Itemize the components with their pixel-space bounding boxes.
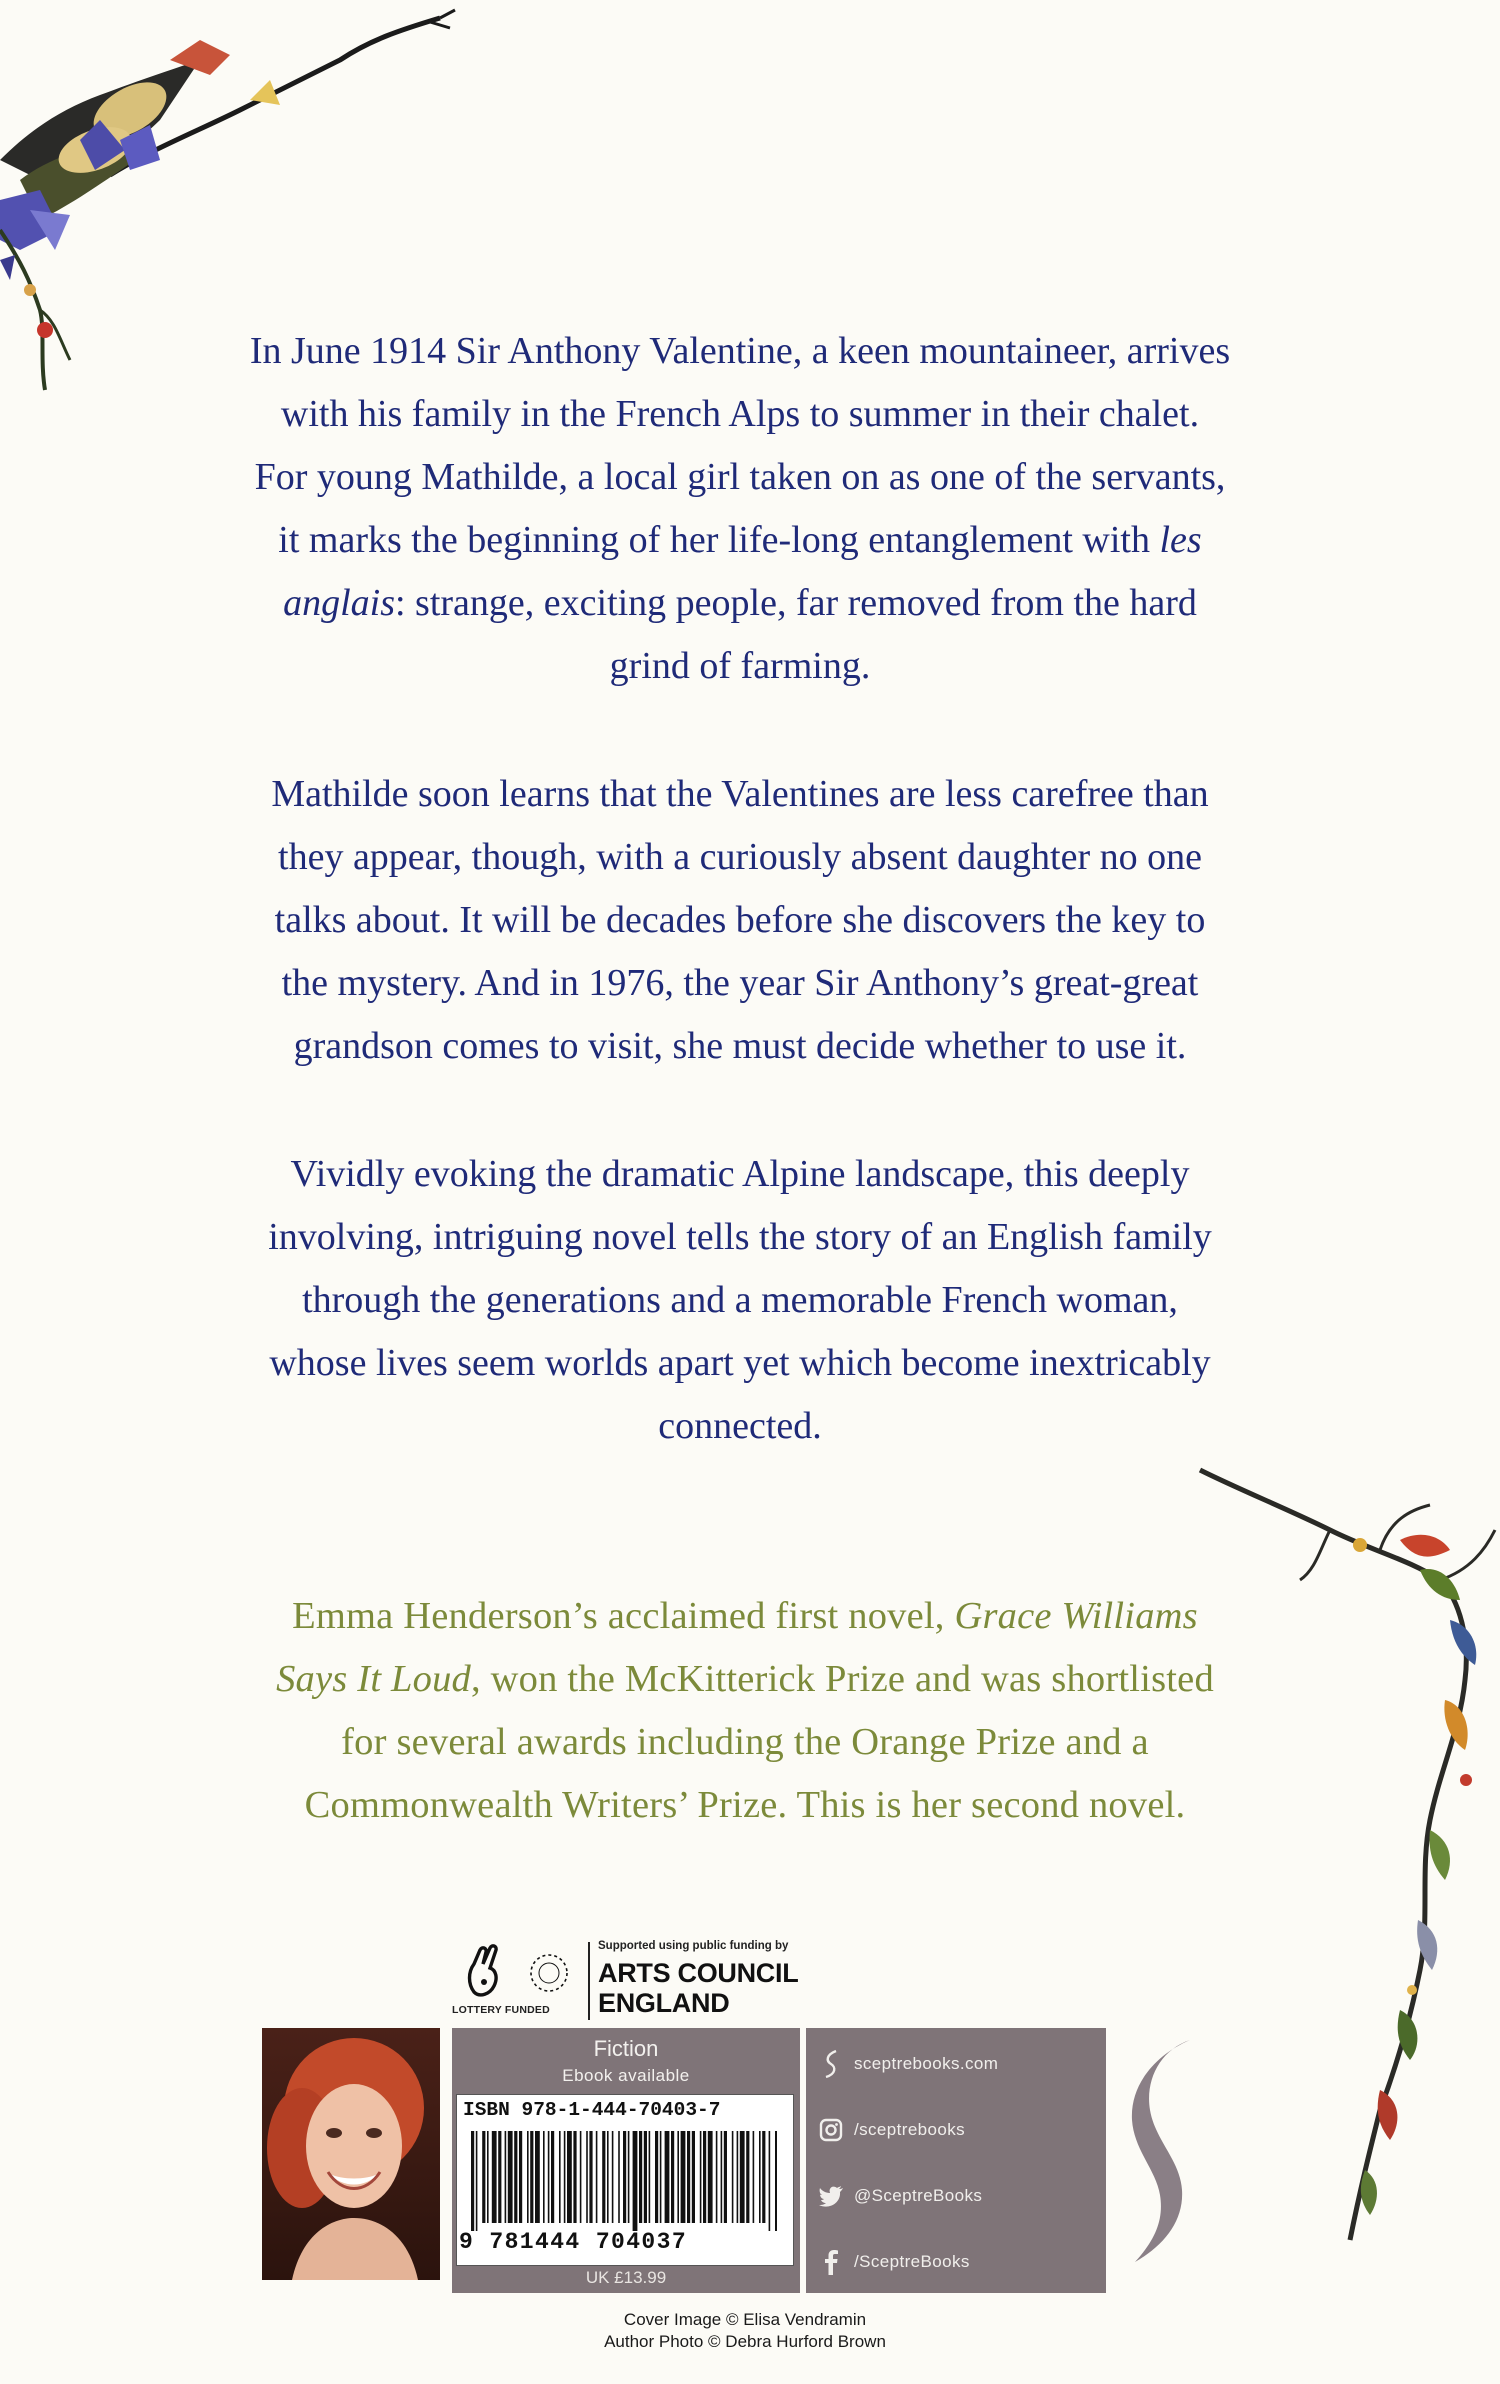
bio-line: Commonwealth Writers’ Prize. This is her second novel.: [304, 1784, 1186, 1826]
barcode-bar: [508, 2131, 513, 2223]
barcode-bar: [607, 2131, 609, 2223]
barcode-bar: [623, 2131, 626, 2223]
social-links-panel: [806, 2028, 1106, 2293]
barcode-bar: [724, 2131, 727, 2223]
twitter-bird-icon: [816, 2181, 846, 2211]
isbn-text: ISBN 978-1-444-70403-7: [463, 2099, 721, 2121]
bio-italic: Says It Loud: [276, 1658, 472, 1700]
barcode-bar: [746, 2131, 749, 2223]
blurb-line: grind of farming.: [609, 645, 871, 687]
barcode-bar: [716, 2131, 718, 2223]
barcode-bar: [639, 2131, 642, 2223]
barcode-bar: [492, 2131, 497, 2223]
blurb-italic: les: [1159, 519, 1202, 561]
blurb-line: whose lives seem worlds apart yet which become inextricably: [269, 1342, 1211, 1384]
blurb-line: involving, intriguing novel tells the story of an English family: [268, 1216, 1212, 1258]
twitter-link-text: @SceptreBooks: [854, 2186, 983, 2205]
barcode-bar: [703, 2131, 706, 2223]
support-text: Supported using public funding by: [598, 1940, 789, 1952]
barcode-bar: [586, 2131, 588, 2223]
author-photo: [262, 2028, 440, 2280]
barcode-bar: [677, 2131, 679, 2223]
barcode-bar: [596, 2131, 598, 2223]
barcode-bar: [759, 2131, 761, 2223]
blurb-line: grandson comes to visit, she must decide whether to use it.: [293, 1025, 1187, 1067]
barcode-bar: [471, 2131, 474, 2231]
ebook-label: Ebook available: [562, 2066, 690, 2085]
blurb-paragraph-1: [170, 320, 1310, 698]
instagram-link[interactable]: [816, 2110, 965, 2150]
blurb-italic: anglais: [283, 582, 395, 624]
barcode-bar: [564, 2131, 566, 2223]
bio-italic: Grace Williams: [954, 1595, 1198, 1637]
barcode-bar: [482, 2131, 485, 2223]
barcode-bar: [543, 2131, 545, 2223]
blurb-line: For young Mathilde, a local girl taken on as one of the servants,: [254, 456, 1226, 498]
author-photo-credit: Author Photo © Debra Hurford Brown: [604, 2332, 886, 2351]
blurb-paragraph-3: [170, 1143, 1310, 1458]
barcode-bar: [769, 2131, 771, 2231]
facebook-icon: [816, 2247, 846, 2277]
blurb-line: Mathilde soon learns that the Valentines are less carefree than: [271, 773, 1209, 815]
barcode-bar: [535, 2131, 540, 2223]
instagram-link-text: /sceptrebooks: [854, 2120, 966, 2139]
author-bio: [190, 1585, 1300, 1837]
barcode-bar: [530, 2131, 533, 2223]
blurb-paragraph-2: [170, 763, 1310, 1078]
barcode-bar: [612, 2131, 614, 2223]
barcode-bar: [692, 2131, 695, 2223]
barcode-bar: [573, 2131, 576, 2223]
barcode-bar: [589, 2131, 592, 2223]
blurb-line: Vividly evoking the dramatic Alpine landscape, this deeply: [290, 1153, 1190, 1195]
barcode-bar: [649, 2131, 651, 2223]
cover-image-credit: Cover Image © Elisa Vendramin: [623, 2310, 867, 2329]
bio-line: , won the McKitterick Prize and was shortlisted: [471, 1658, 1214, 1700]
blurb-line: it marks the beginning of her life-long entanglement with: [278, 519, 1160, 561]
barcode-bar: [671, 2131, 674, 2223]
barcode-bar: [753, 2131, 755, 2223]
facebook-link-text: /SceptreBooks: [854, 2252, 970, 2271]
barcode-bar: [708, 2131, 713, 2223]
blurb-line: they appear, though, with a curiously absent daughter no one: [278, 836, 1202, 878]
sceptre-s-icon: [816, 2049, 846, 2079]
barcode-bar: [476, 2131, 478, 2231]
barcode-bar: [660, 2131, 662, 2223]
instagram-icon: [816, 2115, 846, 2145]
lottery-funded-label: LOTTERY FUNDED: [452, 2004, 550, 2016]
blurb-line: connected.: [658, 1405, 822, 1447]
category-label: Fiction: [593, 2036, 659, 2061]
divider: [588, 1942, 590, 2020]
barcode-bar: [644, 2131, 647, 2223]
blurb-line: In June 1914 Sir Anthony Valentine, a keen mountaineer, arrives: [249, 330, 1231, 372]
arts-council-name: ARTS COUNCIL: [598, 1958, 799, 1988]
barcode-digits: 9 781444 704037: [459, 2229, 688, 2255]
book-info-panel: [452, 2028, 800, 2293]
arts-council-region: ENGLAND: [598, 1988, 730, 2018]
barcode-bar: [505, 2131, 507, 2223]
barcode-bar: [681, 2131, 686, 2223]
barcode-bar: [737, 2131, 739, 2223]
blurb-line: : strange, exciting people, far removed from the hard: [394, 582, 1197, 624]
barcode-bar: [498, 2131, 501, 2223]
blurb-line: talks about. It will be decades before she discovers the key to: [274, 899, 1206, 941]
barcode-bar: [687, 2131, 690, 2223]
barcode-bar: [740, 2131, 745, 2223]
barcode-bar: [633, 2131, 638, 2231]
barcode-bar: [655, 2131, 658, 2223]
barcode-bar: [519, 2131, 522, 2223]
blurb-line: with his family in the French Alps to summer in their chalet.: [280, 393, 1200, 435]
lottery-crossed-fingers-icon: [456, 1942, 512, 1998]
barcode-bar: [602, 2131, 605, 2223]
barcode-bar: [548, 2131, 550, 2223]
arts-council-circle-icon: [518, 1942, 580, 2004]
barcode-bar: [559, 2131, 561, 2223]
barcode-bar: [580, 2131, 582, 2223]
barcode-icon: [471, 2131, 777, 2231]
bio-line: for several awards including the Orange Prize and a: [341, 1721, 1149, 1763]
blurb-line: the mystery. And in 1976, the year Sir Anthony’s great-great: [281, 962, 1199, 1004]
barcode-card: [456, 2094, 794, 2266]
sceptre-s-logo: [1120, 2030, 1210, 2270]
facebook-link[interactable]: [816, 2242, 970, 2282]
barcode-bar: [487, 2131, 489, 2223]
barcode-bar: [514, 2131, 517, 2223]
barcode-bar: [551, 2131, 554, 2223]
barcode-bar: [775, 2131, 777, 2231]
barcode-bar: [665, 2131, 670, 2223]
barcode-bar: [721, 2131, 723, 2223]
web-link[interactable]: [816, 2044, 998, 2084]
blurb-line: through the generations and a memorable French woman,: [302, 1279, 1178, 1321]
barcode-bar: [732, 2131, 734, 2223]
twitter-link[interactable]: [816, 2176, 982, 2216]
barcode-bar: [762, 2131, 765, 2223]
web-link-text: sceptrebooks.com: [854, 2054, 999, 2073]
vine-branch-illustration-right: [1180, 1450, 1500, 2250]
barcode-bar: [628, 2131, 630, 2223]
barcode-bar: [618, 2131, 620, 2223]
barcode-bar: [700, 2131, 702, 2223]
barcode-bar: [527, 2131, 529, 2223]
barcode-bar: [567, 2131, 572, 2223]
price-label: UK £13.99: [585, 2268, 667, 2287]
bio-line: Emma Henderson’s acclaimed first novel,: [292, 1595, 955, 1637]
arts-council-logo: [452, 1938, 812, 2024]
